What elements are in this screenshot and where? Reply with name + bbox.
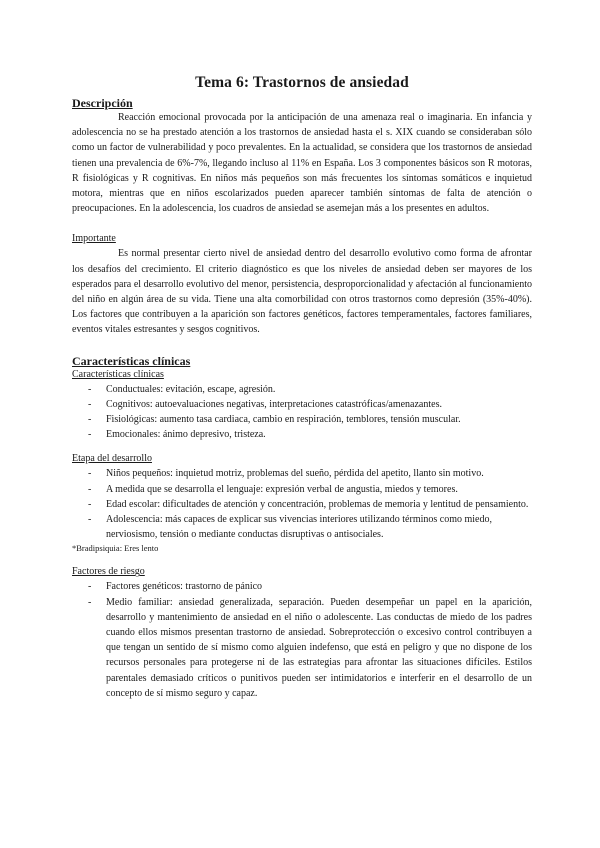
etapa-list xyxy=(72,466,532,542)
factores-list xyxy=(72,579,532,701)
section-descripcion xyxy=(72,96,532,216)
dash-bullet: - xyxy=(88,468,92,480)
list-item xyxy=(88,382,532,397)
bradipsiquia-note: *Bradipsiquia: Eres lento xyxy=(72,543,159,554)
importante-paragraph xyxy=(72,246,532,337)
list-item-text: Fisiológicas: aumento tasa cardiaca, cambio en respiración, temblores, tensión muscular. xyxy=(106,414,461,426)
document-page xyxy=(72,70,532,701)
list-item xyxy=(88,482,532,497)
list-item xyxy=(88,412,532,427)
list-item-text: Edad escolar: dificultades de atención y concentración, problemas de memoria y lentitud de pensamiento. xyxy=(106,498,529,510)
page-title: Tema 6: Trastornos de ansiedad xyxy=(195,74,409,91)
dash-bullet: - xyxy=(88,414,92,426)
list-item xyxy=(88,579,532,594)
etapa-subheading: Etapa del desarrollo xyxy=(72,453,152,465)
dash-bullet: - xyxy=(88,596,92,608)
dash-bullet: - xyxy=(88,383,92,395)
factores-subheading: Factores de riesgo xyxy=(72,566,145,578)
descripcion-text: Reacción emocional provocada por la anticipación de una amenaza real o imaginaria. En infancia y adolescencia no se ha prestado atención a los trastornos de ansiedad hasta el s. XIX cuando se consideraban sólo como un factor de vulnerabilidad y poco prevalentes. En la actualidad, se considera que los trastornos de ansiedad tienen una prevalencia de 6%-7%, llegando incluso al 11% en España. Los 3 componentes básicos son R motoras, R fisiológicas y R cognitivas. En niños más pequeños son más frecuentes los síntomas somáticos e inquietud motora, mientras que en niños escolarizados pueden aparecer también síntomas de falta de atención o preocupaciones. En la adolescencia, los cuadros de ansiedad se asemejan más a los presentes en adultos. xyxy=(72,112,532,215)
list-item-text: Conductuales: evitación, escape, agresión. xyxy=(106,383,276,395)
caracteristicas-subheading: Características clínicas xyxy=(72,368,164,380)
list-item xyxy=(88,512,532,542)
list-item-text: Adolescencia: más capaces de explicar sus vivencias interiores utilizando términos como miedo, nerviosismo, tensión o mediante conductas disruptivas o antisociales. xyxy=(106,514,492,541)
list-item xyxy=(88,397,532,412)
descripcion-heading: Descripción xyxy=(72,96,133,110)
list-item-text: Cognitivos: autoevaluaciones negativas, interpretaciones catastróficas/amenazantes. xyxy=(106,398,442,410)
dash-bullet: - xyxy=(88,398,92,410)
list-item xyxy=(88,427,532,442)
caracteristicas-list xyxy=(72,382,532,443)
dash-bullet: - xyxy=(88,498,92,510)
dash-bullet: - xyxy=(88,514,92,526)
list-item xyxy=(88,595,532,701)
descripcion-paragraph xyxy=(72,110,532,216)
list-item-text: Emocionales: ánimo depresivo, tristeza. xyxy=(106,429,266,441)
section-etapa xyxy=(72,452,532,555)
list-item-text: Medio familiar: ansiedad generalizada, separación. Pueden desempeñar un papel en la aparición, desarrollo y mantenimiento de ansiedad en el niño o adolescente. Las conductas de miedo de los padres cuando ellos mismos presentan trastorno de ansiedad. Sobreprotección o excesivo control contribuyen a que tengan un sentido de sí mismo como alguien indefenso, que está en peligro y que no dispone de los recursos personales para protegerse ni de las estrategias para afrontar las situaciones difíciles. Estilos parentales demasiado críticos o punitivos pueden ser intimidatorios e interferir en el desarrollo de un concepto de sí mismo seguro y capaz. xyxy=(106,596,532,699)
section-importante xyxy=(72,232,532,337)
dash-bullet: - xyxy=(88,429,92,441)
section-caracteristicas xyxy=(72,354,532,443)
importante-heading: Importante xyxy=(72,233,116,245)
list-item xyxy=(88,497,532,512)
list-item xyxy=(88,466,532,481)
dash-bullet: - xyxy=(88,581,92,593)
list-item-text: Niños pequeños: inquietud motriz, problemas del sueño, pérdida del apetito, llanto sin motivo. xyxy=(106,468,484,480)
dash-bullet: - xyxy=(88,483,92,495)
caracteristicas-heading: Características clínicas xyxy=(72,353,191,368)
section-factores xyxy=(72,565,532,701)
list-item-text: Factores genéticos: trastorno de pánico xyxy=(106,581,263,593)
list-item-text: A medida que se desarrolla el lenguaje: expresión verbal de angustia, miedos y temores. xyxy=(106,483,458,495)
importante-text: Es normal presentar cierto nivel de ansiedad dentro del desarrollo evolutivo como forma de afrontar los desafíos del crecimiento. El criterio diagnóstico es que los niveles de ansiedad deben ser mayores de los esperados para el desarrollo evolutivo del menor, persistencia, desproporcionalidad y afectación al funcionamiento del niño en algún área de su vida. Tiene una alta comorbilidad con otros trastornos como depresión (35%-40%). Los factores que contribuyen a la aparición son factores genéticos, factores temperamentales, factores familiares, eventos vitales estresantes y sesgos cognitivos. xyxy=(72,248,532,336)
